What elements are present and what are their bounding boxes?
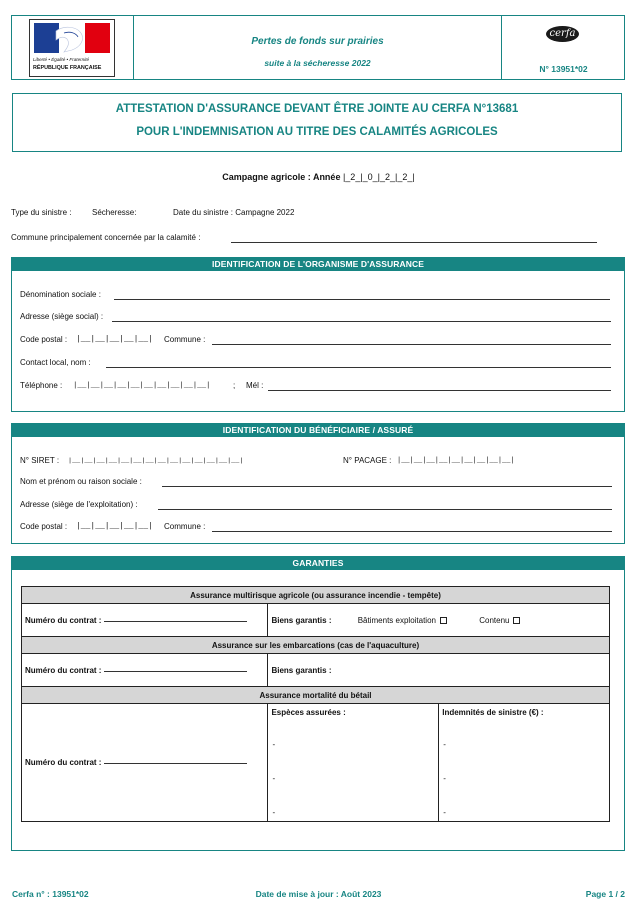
- campaign-label: Campagne agricole : Année: [222, 172, 341, 182]
- header-divider-left: [133, 15, 134, 80]
- species-entry-3[interactable]: -: [272, 808, 276, 817]
- footer-page-number: Page 1 / 2: [585, 889, 625, 899]
- beneficiary-name-label: Nom et prénom ou raison sociale :: [20, 477, 142, 486]
- form-subtitle: suite à la sécheresse 2022: [264, 58, 371, 68]
- sinistre-type-label: Type du sinistre :: [11, 208, 72, 217]
- livestock-contract-input[interactable]: [104, 763, 247, 764]
- content-checkbox[interactable]: [513, 617, 520, 624]
- boats-goods-cell: [268, 654, 610, 687]
- insurer-contact-input[interactable]: [106, 367, 611, 368]
- form-title: Pertes de fonds sur prairies: [251, 36, 384, 47]
- multirisk-contract-input[interactable]: [104, 621, 247, 622]
- marianne-emblem-icon: [34, 23, 110, 53]
- multirisk-title: Assurance multirisque agricole (ou assurance incendie - tempête): [22, 587, 610, 604]
- beneficiary-commune-label: Commune :: [164, 522, 206, 531]
- buildings-checkbox[interactable]: [440, 617, 447, 624]
- beneficiary-postal-label: Code postal :: [20, 522, 68, 531]
- insurer-phone-label: Téléphone :: [20, 381, 63, 390]
- campaign-line: [0, 172, 637, 182]
- logo-republique: RÉPUBLIQUE FRANÇAISE: [33, 65, 102, 71]
- logo-motto: Liberté • Égalité • Fraternité: [33, 57, 90, 62]
- beneficiary-postal-cells[interactable]: |__|__|__|__|__|: [76, 522, 153, 531]
- indemnity-entry-1[interactable]: -: [443, 740, 446, 749]
- multirisk-contract-label: Numéro du contrat :: [25, 615, 102, 625]
- attestation-title-line1: ATTESTATION D'ASSURANCE DEVANT ÊTRE JOINTE AU CERFA N°13681: [115, 103, 519, 115]
- guarantees-table: [21, 586, 610, 822]
- insurer-name-label: Dénomination sociale :: [20, 290, 101, 299]
- indemnity-cell: [439, 704, 610, 822]
- footer-update-date: Date de mise à jour : Août 2023: [255, 889, 382, 899]
- livestock-contract-cell: [22, 704, 268, 822]
- cerfa-logo-text: cerfa: [549, 28, 576, 39]
- insurer-phone-cells[interactable]: |__|__|__|__|__|__|__|__|__|__|: [73, 382, 211, 390]
- boats-contract-cell: [22, 654, 268, 687]
- beneficiary-pacage-label: N° PACAGE :: [343, 456, 392, 465]
- indemnity-entry-3[interactable]: -: [443, 808, 446, 817]
- content-label: Contenu: [479, 615, 510, 625]
- insurer-contact-label: Contact local, nom :: [20, 358, 91, 367]
- commune-calamite-input[interactable]: [231, 242, 597, 243]
- multirisk-goods-label: Biens garantis :: [271, 615, 332, 625]
- beneficiary-pacage-cells[interactable]: |__|__|__|__|__|__|__|__|__|: [397, 457, 515, 465]
- beneficiary-name-input[interactable]: [162, 486, 612, 487]
- commune-calamite-label: Commune principalement concernée par la calamité :: [11, 233, 201, 242]
- species-entry-2[interactable]: -: [272, 774, 276, 783]
- sinistre-type-value: Sécheresse:: [92, 208, 137, 217]
- indemnity-label: Indemnités de sinistre (€) :: [442, 708, 544, 717]
- beneficiary-commune-input[interactable]: [212, 531, 612, 532]
- insurer-commune-label: Commune :: [164, 335, 206, 344]
- campaign-year-field[interactable]: |_2_|_0_|_2_|_2_|: [342, 172, 415, 182]
- livestock-title: Assurance mortalité du bétail: [22, 687, 610, 704]
- insurer-name-input[interactable]: [114, 299, 610, 300]
- insurer-postal-cells[interactable]: |__|__|__|__|__|: [76, 335, 153, 344]
- indemnity-entry-2[interactable]: -: [443, 774, 446, 783]
- insurer-postal-label: Code postal :: [20, 335, 68, 344]
- species-cell: [268, 704, 439, 822]
- boats-contract-input[interactable]: [104, 671, 247, 672]
- species-entry-1[interactable]: -: [272, 740, 276, 749]
- beneficiary-address-label: Adresse (siège de l'exploitation) :: [20, 500, 138, 509]
- attestation-title-line2: POUR L'INDEMNISATION AU TITRE DES CALAMITÉS AGRICOLES: [136, 126, 498, 138]
- insurer-mail-label: Mél :: [246, 381, 264, 390]
- multirisk-goods-cell: [268, 604, 610, 637]
- beneficiary-siret-label: N° SIRET :: [20, 456, 60, 465]
- cerfa-logo: [546, 26, 579, 42]
- beneficiary-heading: IDENTIFICATION DU BÉNÉFICIAIRE / ASSURÉ: [11, 423, 625, 437]
- species-label: Espèces assurées :: [271, 708, 346, 717]
- cerfa-number: N° 13951*02: [539, 64, 588, 74]
- beneficiary-siret-cells[interactable]: |__|__|__|__|__|__|__|__|__|__|__|__|__|__|: [68, 457, 244, 465]
- beneficiary-address-input[interactable]: [158, 509, 612, 510]
- title-frame: [12, 93, 622, 152]
- marianne-logo: [29, 19, 115, 77]
- guarantees-heading: GARANTIES: [11, 556, 625, 570]
- livestock-contract-label: Numéro du contrat :: [25, 758, 102, 767]
- sinistre-date: Date du sinistre : Campagne 2022: [173, 208, 295, 217]
- insurer-mail-input[interactable]: [268, 390, 611, 391]
- insurer-address-label: Adresse (siège social) :: [20, 312, 104, 321]
- insurer-phone-separator: ;: [233, 381, 236, 390]
- insurer-heading: IDENTIFICATION DE L'ORGANISME D'ASSURANCE: [11, 257, 625, 271]
- boats-title: Assurance sur les embarcations (cas de l'aquaculture): [22, 637, 610, 654]
- buildings-label: Bâtiments exploitation: [357, 615, 436, 625]
- multirisk-contract-cell: [22, 604, 268, 637]
- insurer-address-input[interactable]: [112, 321, 611, 322]
- footer-cerfa-number: Cerfa n° : 13951*02: [12, 889, 89, 899]
- boats-goods-label: Biens garantis :: [271, 665, 332, 675]
- boats-contract-label: Numéro du contrat :: [25, 665, 102, 675]
- insurer-commune-input[interactable]: [212, 344, 611, 345]
